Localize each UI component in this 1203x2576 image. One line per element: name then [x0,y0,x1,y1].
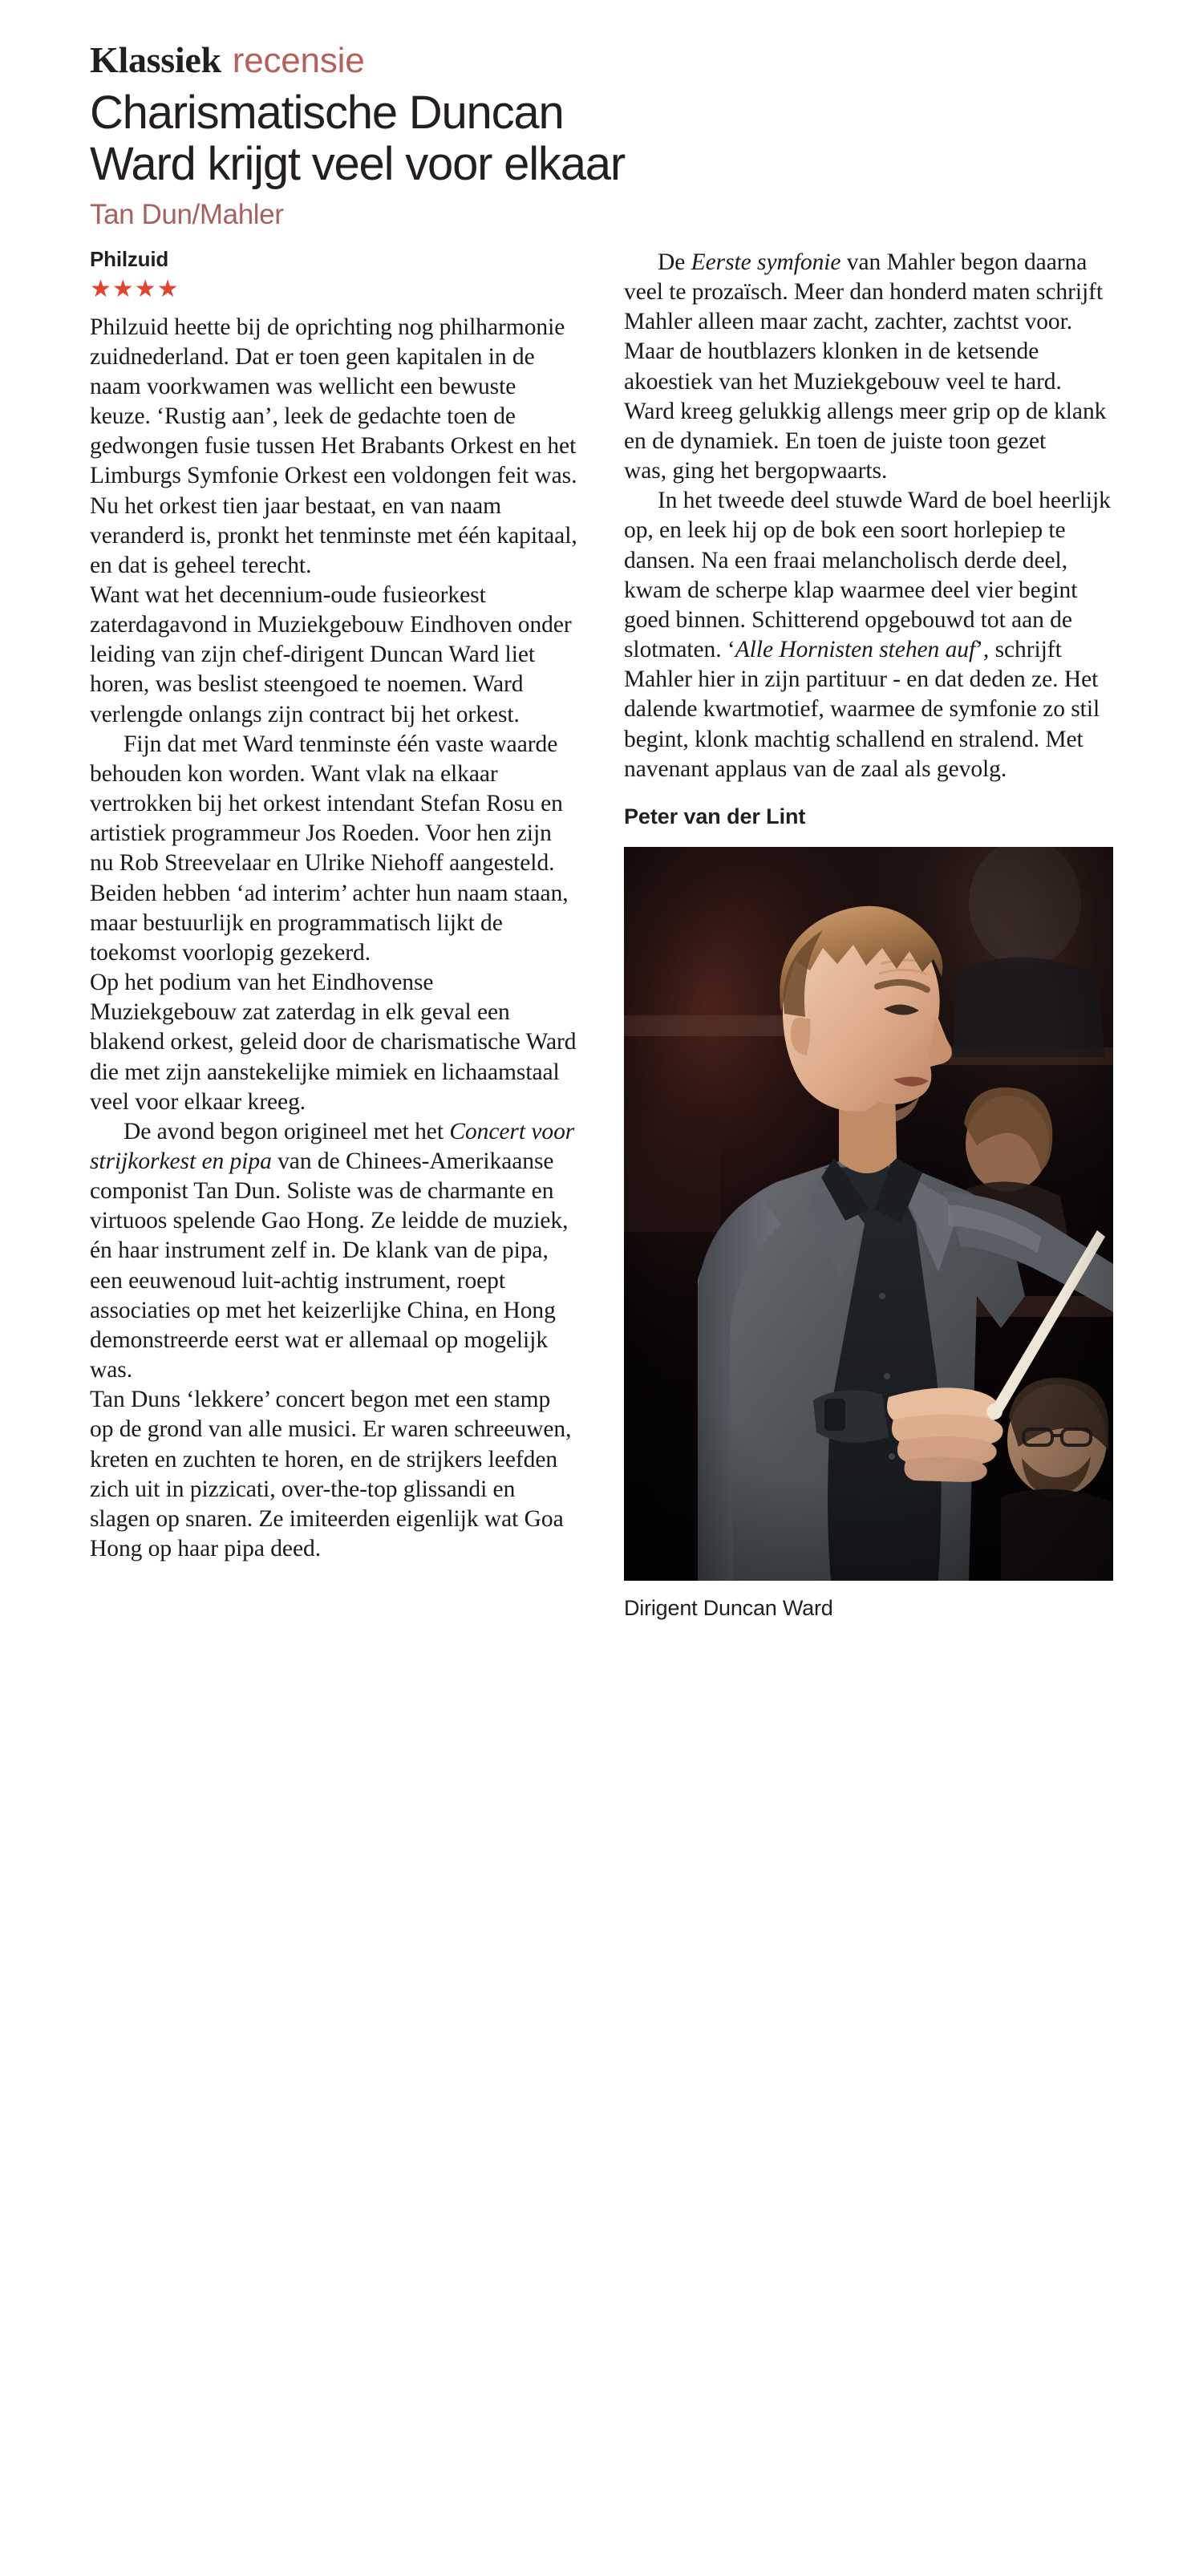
paragraph: was, ging het bergopwaarts. [624,458,888,484]
headline-line-1: Charismatische Duncan [90,86,564,139]
paragraph [624,486,1113,784]
photo-caption: Dirigent Duncan Ward [624,1595,833,1620]
kicker-section: Klassiek [90,39,221,80]
paragraph-text-before: De avond begon origineel met het [124,1118,450,1144]
paragraph: Want wat het decennium-oude fusieorkest zaterdagavond in Muziekgebouw Eindhoven onder leiding van zijn chef-dirigent Duncan Ward liet horen, was beslist steengoed te noemen. Ward verlengde onlangs zijn contract bij het orkest. [90,582,572,727]
page-title [90,87,956,190]
paragraph-text-before: In het tweede deel stuwde Ward de boel heerlijk op, en leek hij op de bok een soort horlepiep te dansen. Na een fraai melancholisch derde deel, kwam de scherpe klap waarmee deel vier begint goed binnen. Schitterend opgebouwd tot aan de slotmaten. ‘ [624,488,1111,663]
kicker-type: recensie [232,41,365,80]
article-columns [90,248,1113,1621]
left-column [90,248,579,1564]
ensemble-name: Philzuid [90,247,169,271]
paragraph: Philzuid heette bij de oprichting nog philharmonie zuidnederland. Dat er toen geen kapitalen in de naam voorkwamen was wellicht een bewuste keuze. ‘Rustig aan’, leek de gedachte toen de gedwongen fusie tussen Het Brabants Orkest en het Limburgs Symfonie Orkest een voldongen feit was. Nu het orkest tien jaar bestaat, en van naam veranderd is, pronkt het tenminste met één kapitaal, en dat is geheel terecht. [90,314,577,578]
paragraph: Tan Duns ‘lekkere’ concert begon met een stamp op de grond van alle musici. Er waren schreeuwen, kreten en zuchten te horen, en de strijkers leefden zich uit in pizzicati, over-the-top glissandi en slagen op snaren. Ze imiteerden eigenlijk wat Goa Hong op haar pipa deed. [90,1387,572,1561]
right-column [624,248,1113,1621]
paragraph: Op het podium van het Eindhovense Muziekgebouw zat zaterdag in elk geval een blakend orkest, geleid door de charismatische Ward die met zijn aanstekelijke mimiek en lichaamstaal veel voor elkaar kreeg. [90,970,577,1115]
paragraph-text-after: van de Chinees-Amerikaanse componist Tan Dun. Soliste was de charmante en virtuoos spelende Gao Hong. Ze leidde de muziek, én haar instrument zelf in. De klank van de pipa, een eeuwenoud luit-achtig instrument, roept associaties op met het keizerlijke China, en Hong demonstreerde eerst wat er allemaal op mogelijk was. [90,1148,569,1383]
work-title-italic: Eerste symfonie [691,249,841,275]
paragraph [90,1117,579,1385]
paragraph-text-before: De [658,249,691,275]
score-quote-italic: Alle Hornisten stehen auf [735,637,976,663]
headline-line-2: Ward krijgt veel voor elkaar [90,137,625,190]
subtitle: Tan Dun/Mahler [90,198,284,230]
work-title-italic: Concert voor strijkorkest en pipa [90,1118,575,1174]
star-rating: ★★★★ [90,274,180,303]
author-byline: Peter van der Lint [624,804,806,828]
paragraph: Fijn dat met Ward tenminste één vaste waarde behouden kon worden. Want vlak na elkaar vertrokken bij het orkest intendant Stefan Rosu en artistiek programmeur Jos Roeden. Voor hen zijn nu Rob Streevelaar en Ulrike Niehoff aangesteld. Beiden hebben ‘ad interim’ achter hun naam staan, maar bestuurlijk en programmatisch lijkt de toekomst voorlopig gezekerd. [90,731,569,966]
paragraph-text-after: ’, schrijft Mahler hier in zijn partituur - en dat deden ze. Het dalende kwartmotief, waarmee de symfonie zo stil begint, klonk machtig schallend en stralend. Met navenant applaus van de zaal als gevolg. [624,637,1100,782]
conductor-photo [624,847,1113,1581]
article-figure [624,847,1113,1621]
kicker [90,39,1113,80]
paragraph [624,248,1113,456]
paragraph-text-after: van Mahler begon daarna veel te prozaïsch. Meer dan honderd maten schrijft Mahler alleen maar zacht, zachter, zachtst voor. Maar de houtblazers klonken in de ketsende akoestiek van het Muziekgebouw veel te hard. Ward kreeg gelukkig allengs meer grip op de klank en de dynamiek. En toen de juiste toon gezet [624,249,1107,454]
